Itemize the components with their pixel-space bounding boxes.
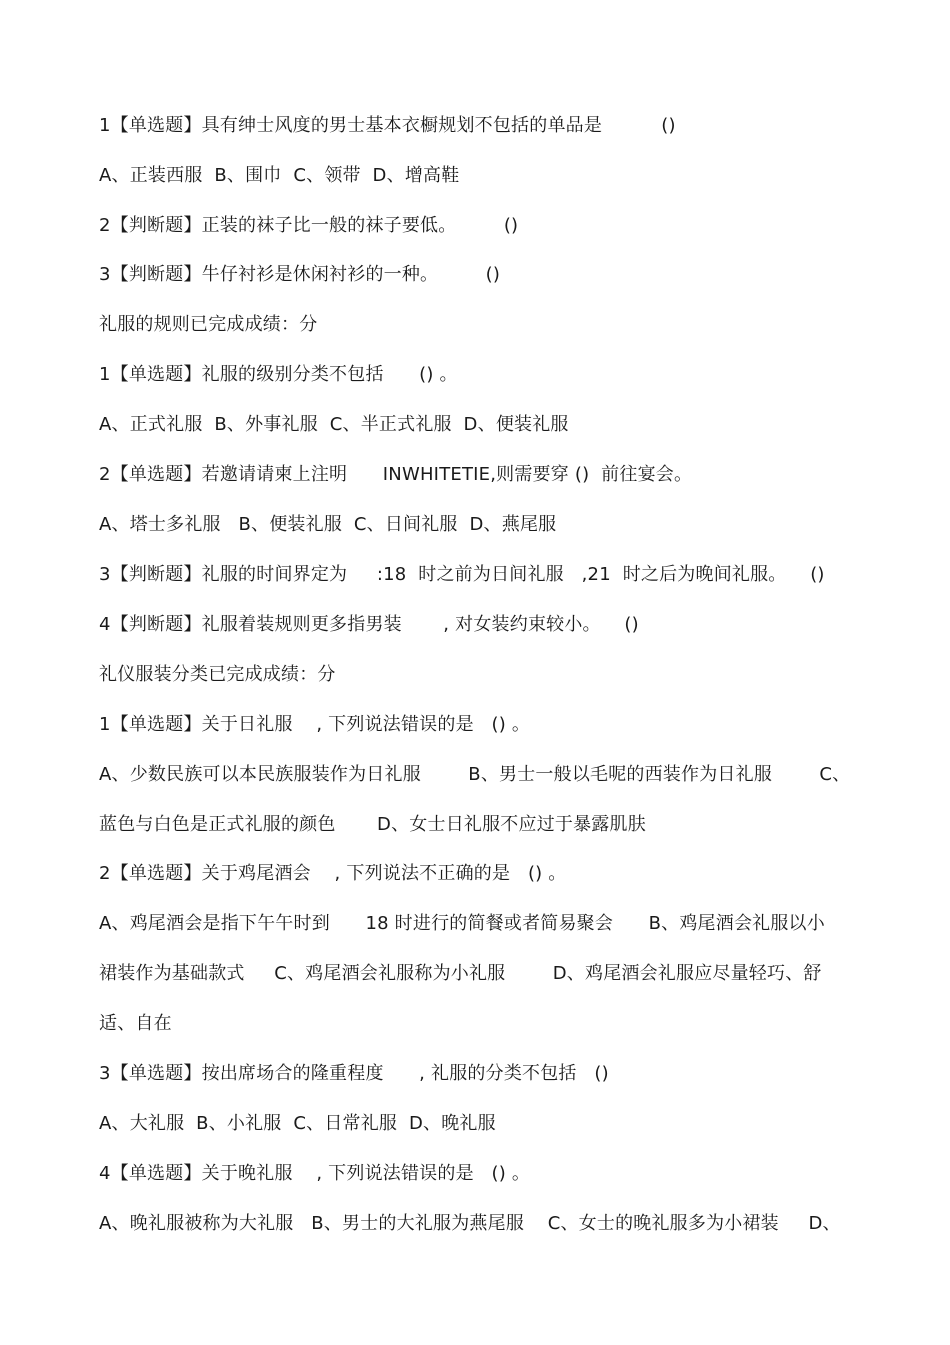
- question-1-options-line-2: 蓝色与白色是正式礼服的颜色 D、女士日礼服不应过于暴露肌肤: [99, 814, 646, 835]
- question-2-title: 2【单选题】关于鸡尾酒会 , 下列说法不正确的是 () 。: [99, 863, 567, 884]
- question-4-title: 4【单选题】关于晚礼服 , 下列说法错误的是 () 。: [99, 1163, 531, 1184]
- question-1-options: A、正装西服 B、围巾 C、领带 D、增高鞋: [99, 165, 460, 186]
- question-1-title: 1【单选题】具有绅士风度的男士基本衣橱规划不包括的单品是 (): [99, 115, 676, 136]
- question-2-options: A、塔士多礼服 B、便装礼服 C、日间礼服 D、燕尾服: [99, 514, 557, 535]
- question-2-options-line-3: 适、自在: [99, 1013, 172, 1034]
- question-1-title: 1【单选题】关于日礼服 , 下列说法错误的是 () 。: [99, 714, 531, 735]
- question-2-options-line-2: 裙装作为基础款式 C、鸡尾酒会礼服称为小礼服 D、鸡尾酒会礼服应尽量轻巧、舒: [99, 963, 822, 984]
- question-3-options: A、大礼服 B、小礼服 C、日常礼服 D、晚礼服: [99, 1113, 496, 1134]
- section-heading-dress-rules: 礼服的规则已完成成绩：分: [99, 314, 318, 335]
- question-2-options-line-1: A、鸡尾酒会是指下午午时到 18 时进行的简餐或者简易聚会 B、鸡尾酒会礼服以小: [99, 913, 825, 934]
- question-1-options: A、正式礼服 B、外事礼服 C、半正式礼服 D、便装礼服: [99, 414, 569, 435]
- question-2-title: 2【单选题】若邀请请柬上注明 INWHITETIE,则需要穿 () 前往宴会。: [99, 464, 693, 485]
- question-1-title: 1【单选题】礼服的级别分类不包括 () 。: [99, 364, 458, 385]
- question-4-options: A、晚礼服被称为大礼服 B、男士的大礼服为燕尾服 C、女士的晚礼服多为小裙装 D、: [99, 1213, 841, 1234]
- question-3-title: 3【判断题】牛仔衬衫是休闲衬衫的一种。 (): [99, 264, 501, 285]
- question-3-title: 3【判断题】礼服的时间界定为 :18 时之前为日间礼服 ,21 时之后为晚间礼服。 (): [99, 564, 825, 585]
- section-heading-etiquette-clothing: 礼仪服装分类已完成成绩：分: [99, 664, 336, 685]
- question-2-title: 2【判断题】正装的袜子比一般的袜子要低。 (): [99, 215, 519, 236]
- question-4-title: 4【判断题】礼服着装规则更多指男装 , 对女装约束较小。 (): [99, 614, 639, 635]
- question-3-title: 3【单选题】按出席场合的隆重程度 , 礼服的分类不包括 (): [99, 1063, 609, 1084]
- question-1-options-line-1: A、少数民族可以本民族服装作为日礼服 B、男士一般以毛呢的西装作为日礼服 C、: [99, 764, 851, 785]
